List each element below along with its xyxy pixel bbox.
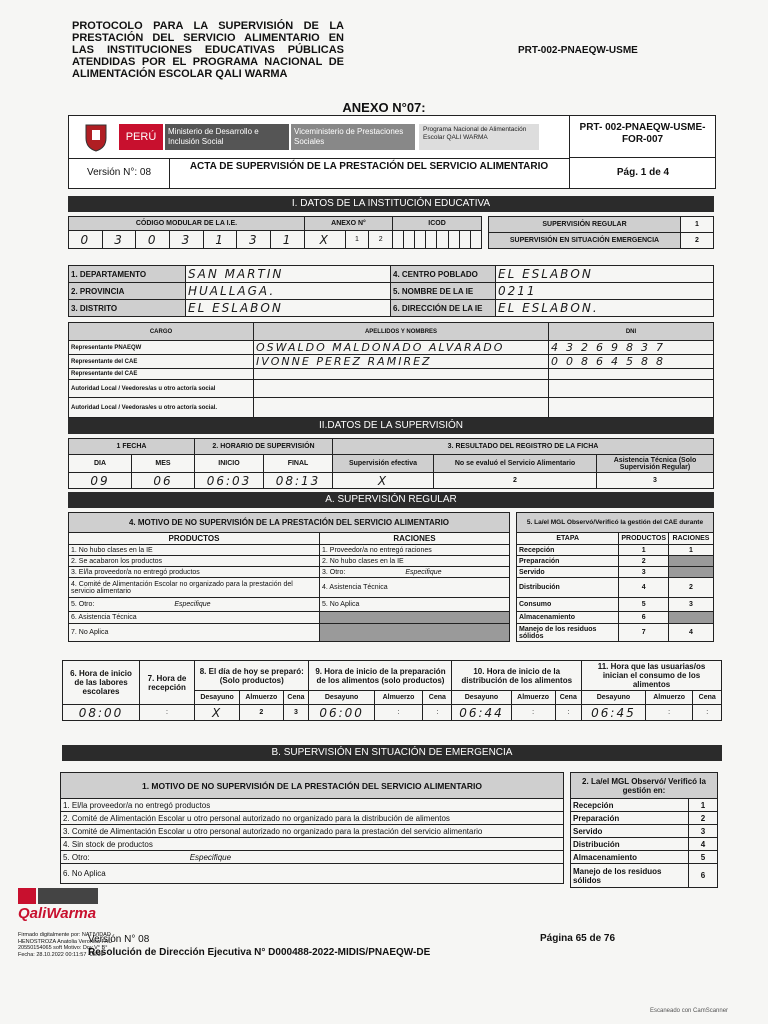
mgl-header: 5. La/el MGL Observó/Verificó la gestión del CAE durante <box>517 513 714 533</box>
form-code: PRT- 002-PNAEQW-USME-FOR-007 <box>569 116 715 158</box>
h10-almuerzo: : <box>511 705 555 721</box>
etapa-prod: 2 <box>619 556 669 567</box>
supervision-table <box>68 438 714 489</box>
motivo-emergencia-header: 1. MOTIVO DE NO SUPERVISIÓN DE LA PRESTACIÓN DEL SERVICIO ALIMENTARIO <box>61 773 564 799</box>
h8-desayuno: X <box>195 705 240 721</box>
tipo-supervision-table <box>488 216 714 249</box>
etapa-rac: 1 <box>669 545 714 556</box>
asistencia-header: Asistencia Técnica (Solo Supervisión Regular) <box>597 455 714 473</box>
doc-code: PRT-002-PNAEQW-USME <box>518 45 638 56</box>
h9-almuerzo: : <box>374 705 423 721</box>
inicio-value: 06:03 <box>195 473 264 489</box>
almuerzo-header: Almuerzo <box>645 691 693 705</box>
etapa-cell: Distribución <box>571 838 689 851</box>
sup-emergencia-num: 2 <box>681 233 714 249</box>
etapa-cell: Almacenamiento <box>517 612 619 624</box>
codigo-digit: 0 <box>69 231 103 249</box>
nombre-cell: OSWALDO MALDONADO ALVARADO <box>254 341 549 355</box>
section-a-title: A. SUPERVISIÓN REGULAR <box>68 492 714 508</box>
cargo-cell: Autoridad Local / Veedores/as u otro actor/a social <box>69 380 254 398</box>
etapa-cell: Recepción <box>571 799 689 812</box>
rac-item: 1. Proveedor/a no entregó raciones <box>320 545 510 556</box>
rac-item: 5. No Aplica <box>320 598 510 612</box>
etapa-cell: Preparación <box>517 556 619 567</box>
h9-cena: : <box>423 705 452 721</box>
motivo-emergencia-table <box>60 772 564 884</box>
cargo-cell: Autoridad Local / Veedoras/es u otro actor/a social. <box>69 398 254 418</box>
h10-cena: : <box>555 705 581 721</box>
dni-header: DNI <box>549 323 714 341</box>
etapa-rac: 3 <box>669 598 714 612</box>
h8-header: 8. El día de hoy se preparó: (Solo productos) <box>195 661 309 691</box>
h10-desayuno: 06:44 <box>452 705 511 721</box>
apellidos-header: APELLIDOS Y NOMBRES <box>254 323 549 341</box>
ministerio-logo: Ministerio de Desarrollo e Inclusión Social <box>165 124 289 150</box>
motivo-table <box>68 512 510 642</box>
desayuno-header: Desayuno <box>195 691 240 705</box>
prod-item: 6. Asistencia Técnica <box>69 612 320 624</box>
dni-cell: 43269837 <box>549 341 714 355</box>
dni-cell <box>549 398 714 418</box>
cena-header: Cena <box>555 691 581 705</box>
departamento-label: 1. DEPARTAMENTO <box>69 266 186 283</box>
prod-item: 1. No hubo clases en la IE <box>69 545 320 556</box>
footer-pagina: Página 65 de 76 <box>540 933 616 944</box>
h10-header: 10. Hora de inicio de la distribución de los alimentos <box>452 661 582 691</box>
rac-item: 2. No hubo clases en la IE <box>320 556 510 567</box>
distrito-label: 3. DISTRITO <box>69 300 186 317</box>
anexo-option: 1 <box>345 231 369 249</box>
etapa-cell: Servido <box>517 567 619 578</box>
dni-cell <box>549 380 714 398</box>
etapa-rac: 2 <box>669 578 714 598</box>
especifique-label: Especifique <box>174 601 211 608</box>
raciones-col-header: RACIONES <box>669 533 714 545</box>
peru-shield-icon <box>83 122 109 152</box>
cargo-header: CARGO <box>69 323 254 341</box>
horario-header: 2. HORARIO DE SUPERVISIÓN <box>195 439 333 455</box>
etapa-cell: Manejo de los residuos sólidos <box>571 864 689 888</box>
dni-cell: 00864588 <box>549 355 714 369</box>
etapa-prod: 1 <box>619 545 669 556</box>
emergencia-item: 2. Comité de Alimentación Escolar u otro personal autorizado no organizado para la distribución de alimentos <box>61 812 564 825</box>
productos-col-header: PRODUCTOS <box>619 533 669 545</box>
anexo-option: 2 <box>369 231 393 249</box>
inicio-header: INICIO <box>195 455 264 473</box>
h8-cena: 3 <box>283 705 309 721</box>
etapa-rac: 4 <box>669 624 714 642</box>
h11-cena: : <box>693 705 722 721</box>
form-header <box>68 115 716 189</box>
resultado-3: 3 <box>597 473 714 489</box>
final-header: FINAL <box>264 455 333 473</box>
prod-item: 4. Comité de Alimentación Escolar no organizado para la prestación del servicio alimentario <box>69 578 320 598</box>
page-label: Pág. 1 de 4 <box>569 158 716 188</box>
emergencia-item: 5. Otro: <box>63 852 90 862</box>
sup-efectiva-header: Supervisión efectiva <box>333 455 434 473</box>
etapa-cell: Recepción <box>517 545 619 556</box>
dia-value: 09 <box>69 473 132 489</box>
ubicacion-table <box>68 265 714 317</box>
viceministerio-logo: Viceministerio de Prestaciones Sociales <box>291 124 415 150</box>
desayuno-header: Desayuno <box>452 691 511 705</box>
nombre-cell <box>254 398 549 418</box>
codigo-digit: 3 <box>237 231 271 249</box>
h9-header: 9. Hora de inicio de la preparación de los alimentos (solo productos) <box>309 661 452 691</box>
logo-strip <box>69 116 569 159</box>
provincia-value: HUALLAGA. <box>186 283 391 300</box>
etapa-cell: Almacenamiento <box>571 851 689 864</box>
etapa-cell: Distribución <box>517 578 619 598</box>
etapa-cell: Preparación <box>571 812 689 825</box>
direccion-value: EL ESLABON. <box>496 300 714 317</box>
cena-header: Cena <box>283 691 309 705</box>
mgl-emergencia-header: 2. La/el MGL Observó/ Verificó la gestión en: <box>571 773 718 799</box>
codigo-table <box>68 216 482 249</box>
provincia-label: 2. PROVINCIA <box>69 283 186 300</box>
section-2-title: II.DATOS DE LA SUPERVISIÓN <box>68 418 714 434</box>
prod-item: 3. El/la proveedor/a no entregó productos <box>69 567 320 578</box>
emergencia-item: 1. El/la proveedor/a no entregó productos <box>61 799 564 812</box>
mgl-emergencia-table <box>570 772 718 888</box>
desayuno-header: Desayuno <box>582 691 646 705</box>
dni-cell <box>549 369 714 380</box>
horas-table <box>62 660 722 721</box>
codigo-digit: 1 <box>203 231 237 249</box>
distrito-value: EL ESLABON <box>186 300 391 317</box>
prod-item: 2. Se acabaron los productos <box>69 556 320 567</box>
nombre-ie-label: 5. NOMBRE DE LA IE <box>391 283 496 300</box>
etapa-prod: 3 <box>619 567 669 578</box>
mes-header: MES <box>132 455 195 473</box>
etapa-num: 1 <box>689 799 718 812</box>
h11-desayuno: 06:45 <box>582 705 646 721</box>
mes-value: 06 <box>132 473 195 489</box>
fecha-header: 1 FECHA <box>69 439 195 455</box>
codigo-label: CÓDIGO MODULAR DE LA I.E. <box>69 217 305 231</box>
cargo-cell: Representante del CAE <box>69 355 254 369</box>
motivo-header: 4. MOTIVO DE NO SUPERVISIÓN DE LA PRESTACIÓN DEL SERVICIO ALIMENTARIO <box>69 513 510 533</box>
final-value: 08:13 <box>264 473 333 489</box>
codigo-digit: 1 <box>271 231 305 249</box>
h11-almuerzo: : <box>645 705 693 721</box>
sup-regular-label: SUPERVISIÓN REGULAR <box>489 217 681 233</box>
nombre-ie-value: 0211 <box>496 283 714 300</box>
direccion-label: 6. DIRECCIÓN DE LA IE <box>391 300 496 317</box>
nombre-cell <box>254 369 549 380</box>
version-label: Versión N°: 08 <box>69 158 170 188</box>
cena-header: Cena <box>693 691 722 705</box>
representantes-table <box>68 322 714 418</box>
resultado-header: 3. RESULTADO DEL REGISTRO DE LA FICHA <box>333 439 714 455</box>
nombre-cell: IVONNE PEREZ RAMIREZ <box>254 355 549 369</box>
especifique-label: Especifique <box>405 568 442 576</box>
etapa-cell: Manejo de los residuos sólidos <box>517 624 619 642</box>
emergencia-item: 4. Sin stock de productos <box>61 838 564 851</box>
etapa-prod: 7 <box>619 624 669 642</box>
desayuno-header: Desayuno <box>309 691 374 705</box>
qaliwarma-logo: QaliWarma <box>18 905 97 922</box>
h6-value: 08:00 <box>63 705 140 721</box>
almuerzo-header: Almuerzo <box>511 691 555 705</box>
rac-item: 3. Otro: <box>322 568 346 576</box>
codigo-digit: 0 <box>136 231 170 249</box>
departamento-value: SAN MARTIN <box>186 266 391 283</box>
nombre-cell <box>254 380 549 398</box>
cargo-cell: Representante del CAE <box>69 369 254 380</box>
acta-title: ACTA DE SUPERVISIÓN DE LA PRESTACIÓN DEL SERVICIO ALIMENTARIO <box>189 161 549 172</box>
prod-item: 7. No Aplica <box>69 624 320 642</box>
etapa-header: ETAPA <box>517 533 619 545</box>
almuerzo-header: Almuerzo <box>240 691 283 705</box>
emergencia-item: 3. Comité de Alimentación Escolar u otro personal autorizado no organizado para la prestación del servicio alimentario <box>61 825 564 838</box>
midis-mini-logo <box>38 888 98 904</box>
especifique-label: Especifique <box>189 852 232 862</box>
anexo-label: ANEXO N° <box>304 217 392 231</box>
etapa-prod: 4 <box>619 578 669 598</box>
raciones-header: RACIONES <box>320 533 510 545</box>
h7-value: : <box>140 705 195 721</box>
h6-header: 6. Hora de inicio de las labores escolares <box>63 661 140 705</box>
centro-label: 4. CENTRO POBLADO <box>391 266 496 283</box>
codigo-digit: 3 <box>170 231 204 249</box>
footer-version: Versión N° 08 <box>88 934 150 945</box>
resultado-2: 2 <box>434 473 597 489</box>
h7-header: 7. Hora de recepción <box>140 661 195 705</box>
no-evaluo-header: No se evaluó el Servicio Alimentario <box>434 455 597 473</box>
codigo-digit: 3 <box>102 231 136 249</box>
protocol-title: PROTOCOLO PARA LA SUPERVISIÓN DE LA PRESTACIÓN DEL SERVICIO ALIMENTARIO EN LAS INSTITUCIONES EDUCATIVAS PÚBLICAS ATENDIDAS POR EL PROGRAMA NACIONAL DE ALIMENTACIÓN ESCOLAR QALI WARMA <box>72 20 344 80</box>
rac-item: 4. Asistencia Técnica <box>320 578 510 598</box>
productos-header: PRODUCTOS <box>69 533 320 545</box>
etapa-cell: Servido <box>571 825 689 838</box>
etapa-num: 6 <box>689 864 718 888</box>
almuerzo-header: Almuerzo <box>374 691 423 705</box>
etapa-prod: 5 <box>619 598 669 612</box>
mgl-table <box>516 512 714 642</box>
h8-almuerzo: 2 <box>240 705 283 721</box>
cena-header: Cena <box>423 691 452 705</box>
peru-flag-icon <box>18 888 36 904</box>
prod-item: 5. Otro: <box>71 601 95 608</box>
cargo-cell: Representante PNAEQW <box>69 341 254 355</box>
etapa-prod: 6 <box>619 612 669 624</box>
etapa-num: 2 <box>689 812 718 825</box>
etapa-num: 3 <box>689 825 718 838</box>
etapa-cell: Consumo <box>517 598 619 612</box>
centro-value: EL ESLABON <box>496 266 714 283</box>
h9-desayuno: 06:00 <box>309 705 374 721</box>
h11-header: 11. Hora que las usuarias/os inician el consumo de los alimentos <box>582 661 722 691</box>
peru-logo: PERÚ <box>119 124 163 150</box>
resultado-1: X <box>333 473 434 489</box>
camscanner-watermark: Escaneado con CamScanner <box>650 1008 729 1014</box>
anexo-mark: X <box>304 231 345 249</box>
icod-label: ICOD <box>393 217 482 231</box>
anexo-title: ANEXO N°07: <box>342 100 426 115</box>
dia-header: DIA <box>69 455 132 473</box>
etapa-num: 5 <box>689 851 718 864</box>
sup-emergencia-label: SUPERVISIÓN EN SITUACIÓN EMERGENCIA <box>489 233 681 249</box>
emergencia-item: 6. No Aplica <box>61 864 564 884</box>
section-1-title: I. DATOS DE LA INSTITUCIÓN EDUCATIVA <box>68 196 714 212</box>
etapa-num: 4 <box>689 838 718 851</box>
programa-logo: Programa Nacional de Alimentación Escolar QALI WARMA <box>419 124 539 150</box>
footer-resolucion: Resolución de Dirección Ejecutiva N° D000488-2022-MIDIS/PNAEQW-DE <box>88 947 431 958</box>
firma-digital: Firmado digitalmente por: NATIVIDAD HENOSTROZA Anatolia Veronica FAU 20550154065 soft Motivo: Doy V° B° Fecha: 28.10.2022 00:11:57 -05:00 <box>18 932 113 958</box>
section-b-title: B. SUPERVISIÓN EN SITUACIÓN DE EMERGENCIA <box>62 745 722 761</box>
sup-regular-num: 1 <box>681 217 714 233</box>
